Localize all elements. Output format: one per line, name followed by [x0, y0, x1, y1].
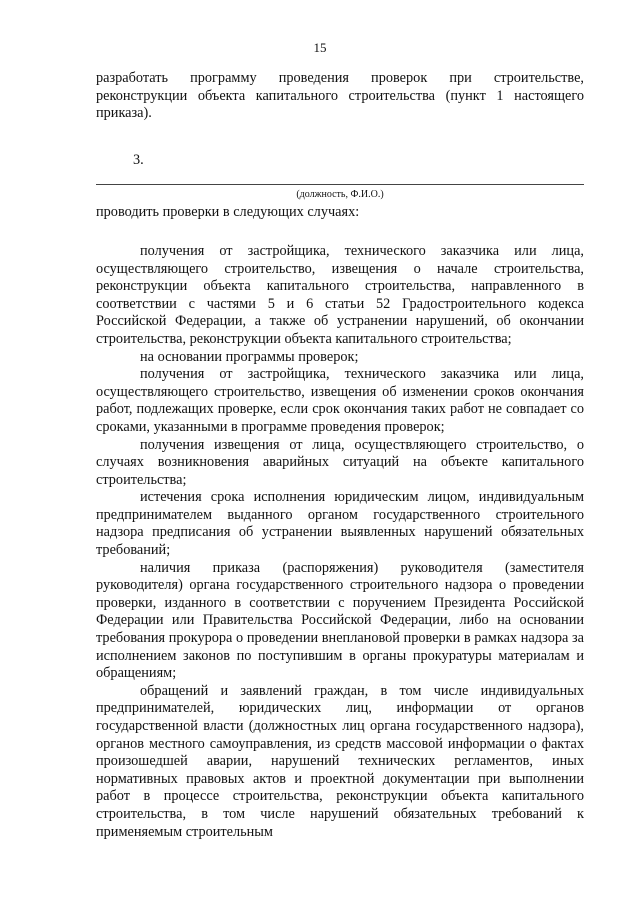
case-paragraph: на основании программы проверок; [140, 348, 359, 365]
case-paragraph: получения извещения от лица, осуществляющего строительство, о случаях возникновения аварийных ситуаций на объекте капитального строительства; [96, 436, 584, 488]
signature-line [96, 184, 584, 185]
item-number: 3. [133, 151, 144, 168]
page-content [96, 70, 584, 841]
case-paragraph: истечения срока исполнения юридическим лицом, индивидуальным предпринимателем выданного органом государственного строительного надзора предписания об устранении выявленных нарушений обязательных требований; [96, 489, 584, 559]
case-paragraph: получения от застройщика, технического заказчика или лица, осуществляющего строительство, извещения об изменении сроков окончания работ, подлежащих проверке, если срок окончания таких работ не совпадает со сроками, указанными в программе проведения проверок; [96, 366, 584, 435]
cases-heading: проводить проверки в следующих случаях: [96, 204, 360, 221]
intro-paragraph: разработать программу проведения проверок при строительстве, реконструкции объекта капитального строительства (пункт 1 настоящего приказа). [96, 70, 584, 122]
case-paragraph: получения от застройщика, технического заказчика или лица, осуществляющего строительство, извещения о начале строительства, реконструкции объекта капитального строительства, направленного в соответствии с частями 5 и 6 статьи 52 Градостроительного кодекса Российской Федерации, а также об устранении нарушений, об окончании строительства, реконструкции объекта капитального строительства; [96, 242, 584, 347]
paragraph-gap [96, 222, 584, 243]
page-number: 15 [313, 40, 327, 55]
signature-caption: (должность, Ф.И.О.) [296, 189, 384, 201]
case-paragraph: наличия приказа (распоряжения) руководителя (заместителя руководителя) органа государственного строительного надзора о проведении проверки, изданного в соответствии с поручением Президента Российской Федерации или Правительства Российской Федерации, либо на основании требования прокурора о проведении внеплановой проверки в рамках надзора за исполнением законов по поступившим в органы прокуратуры материалам и обращениям; [96, 559, 584, 682]
case-paragraph: обращений и заявлений граждан, в том числе индивидуальных предпринимателей, юридических лиц, информации от органов государственной власти (должностных лиц органа государственного надзора), органов местного самоуправления, из средств массовой информации о фактах произошедшей аварии, нарушений технических регламентов, иных нормативных правовых актов и проектной документации при выполнении работ в процессе строительства, реконструкции объекта капитального строительства, в том числе нарушений обязательных требований к применяемым строительным [96, 682, 584, 840]
